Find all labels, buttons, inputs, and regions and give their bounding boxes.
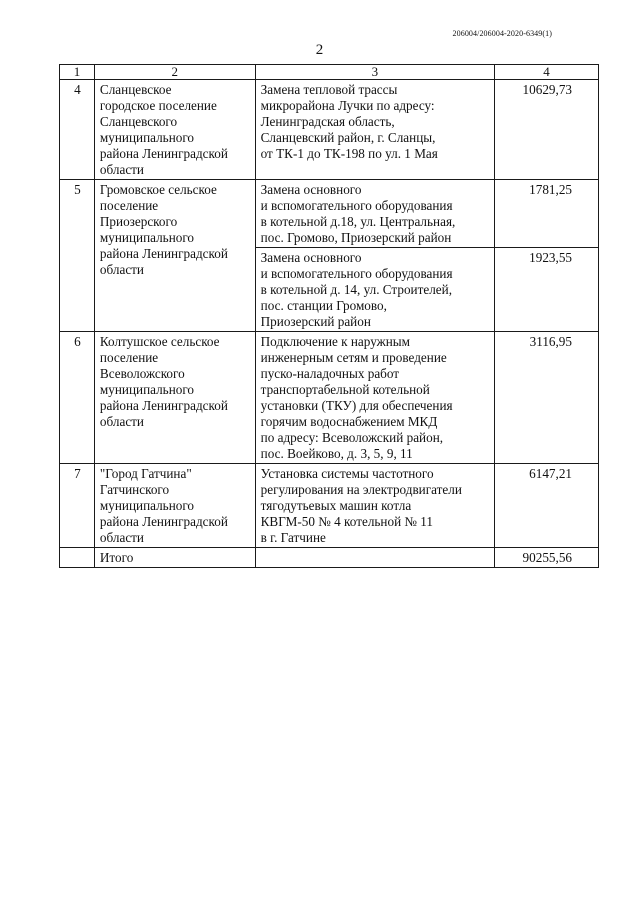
table-header-row [60,65,599,80]
row-number: 6 [60,332,95,464]
municipality-cell: Колтушское сельское поселение Всеволожского муниципального района Ленинградской области [94,332,255,464]
column-header: 1 [60,65,95,80]
municipality-cell: Сланцевское городское поселение Сланцевского муниципального района Ленинградской области [94,80,255,180]
row-number: 7 [60,464,95,548]
amount-cell: 1923,55 [495,248,599,332]
total-row [60,548,599,568]
amount-cell: 1781,25 [495,180,599,248]
empty-cell [60,548,95,568]
municipality-cell: Громовское сельское поселение Приозерского муниципального района Ленинградской области [94,180,255,332]
column-header: 3 [255,65,494,80]
work-description-cell: Замена основного и вспомогательного оборудования в котельной д.18, ул. Центральная, пос. Громово, Приозерский район [255,180,494,248]
table-row [60,332,599,464]
total-amount: 90255,56 [495,548,599,568]
amount-cell: 3116,95 [495,332,599,464]
work-description-cell: Замена основного и вспомогательного оборудования в котельной д. 14, ул. Строителей, пос. станции Громово, Приозерский район [255,248,494,332]
column-header: 2 [94,65,255,80]
work-description-cell: Замена тепловой трассы микрорайона Лучки по адресу: Ленинградская область, Сланцевский район, г. Сланцы, от ТК-1 до ТК-198 по ул. 1 Мая [255,80,494,180]
row-number: 4 [60,80,95,180]
document-id: 206004/206004-2020-6349(1) [452,29,552,38]
total-label: Итого [94,548,255,568]
column-header: 4 [495,65,599,80]
row-number: 5 [60,180,95,332]
table-row [60,80,599,180]
table-row [60,464,599,548]
municipality-cell: "Город Гатчина" Гатчинского муниципального района Ленинградской области [94,464,255,548]
amount-cell: 6147,21 [495,464,599,548]
amount-cell: 10629,73 [495,80,599,180]
page-number: 2 [315,42,324,58]
funding-table [59,64,599,568]
table-row [60,180,599,248]
work-description-cell: Установка системы частотного регулирования на электродвигатели тягодутьевых машин котла КВГМ-50 № 4 котельной № 11 в г. Гатчине [255,464,494,548]
work-description-cell: Подключение к наружным инженерным сетям и проведение пуско-наладочных работ транспортабельной котельной установки (ТКУ) для обеспечения горячим водоснабжением МКД по адресу: Всеволожский район, пос. Воейково, д. 3, 5, 9, 11 [255,332,494,464]
empty-cell [255,548,494,568]
